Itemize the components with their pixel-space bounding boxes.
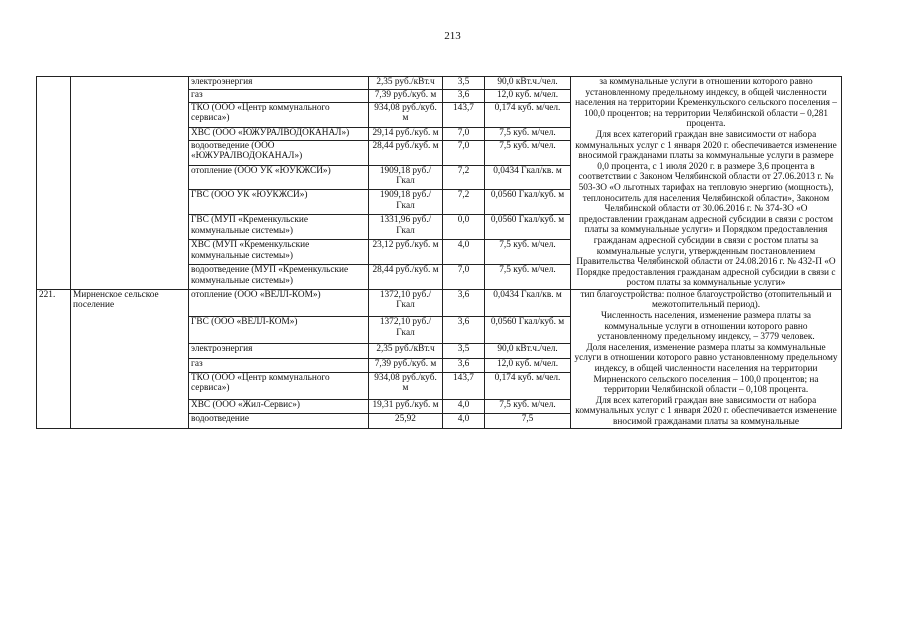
growth-cell: 143,7 [443,102,485,127]
growth-cell: 3,5 [443,344,485,358]
norm-cell: 0,174 куб. м/чел. [485,102,571,127]
service-cell: ТКО (ООО «Центр коммунального сервиса») [189,102,369,127]
service-cell: отопление (ООО УК «ЮУКЖСИ») [189,165,369,190]
service-cell: водоотведение (МУП «Кременкульские коммунальные системы») [189,265,369,290]
service-cell: электроэнергия [189,77,369,90]
tariff-cell: 7,39 руб./куб. м [369,358,443,372]
tariff-table [36,76,842,429]
growth-cell: 4,0 [443,400,485,414]
norm-cell: 7,5 куб. м/чел. [485,127,571,140]
tariff-cell: 1372,10 руб./Гкал [369,317,443,344]
norm-cell: 7,5 куб. м/чел. [485,140,571,165]
tariff-cell: 934,08 руб./куб. м [369,372,443,399]
settlement-cell [71,77,189,290]
growth-cell: 3,6 [443,358,485,372]
note-cell [571,289,842,428]
growth-cell: 0,0 [443,215,485,240]
service-cell: ХВС (МУП «Кременкульские коммунальные системы») [189,240,369,265]
growth-cell: 7,2 [443,165,485,190]
service-cell: водоотведение [189,414,369,428]
tariff-cell: 1372,10 руб./Гкал [369,289,443,316]
tariff-cell: 28,44 руб./куб. м [369,265,443,290]
service-cell: водоотведение (ООО «ЮЖУРАЛВОДОКАНАЛ») [189,140,369,165]
tariff-cell: 25,92 [369,414,443,428]
norm-cell: 12,0 куб. м/чел. [485,89,571,102]
service-cell: электроэнергия [189,344,369,358]
service-cell: ГВС (МУП «Кременкульские коммунальные системы») [189,215,369,240]
norm-cell: 0,0434 Гкал/кв. м [485,165,571,190]
tariff-cell: 28,44 руб./куб. м [369,140,443,165]
tariff-cell: 1909,18 руб./Гкал [369,190,443,215]
service-cell: ГВС (ООО УК «ЮУКЖСИ») [189,190,369,215]
row-number-cell: 221. [37,289,71,428]
norm-cell: 0,0560 Гкал/куб. м [485,215,571,240]
note-paragraph: Для всех категорий граждан вне зависимости от набора коммунальных услуг с 1 января 2020 г. обеспечивается изменение вносимой гражданами платы за коммунальные услуги в размере 0,0 процента, с 1 июля 2020 г. в размере 3,6 процента в соответствии с Законом Челябинской области от 27.06.2013 г. № 503-ЗО «О льготных тарифах на тепловую энергию (мощность), теплоноситель для населения Челябинской области», Законом Челябинской области от 30.06.2016 г. № 374-ЗО «О предоставлении гражданам адресной субсидии в связи с ростом платы за коммунальные услуги» и Порядком предоставления гражданам адресной субсидии в связи с ростом платы за коммунальные услуги, утвержденным постановлением Правительства Челябинской области от 24.08.2016 г. № 432-П «О Порядке предоставления гражданам адресной субсидии в связи с ростом платы за коммунальные услуги» [575,129,837,289]
growth-cell: 143,7 [443,372,485,399]
growth-cell: 4,0 [443,414,485,428]
tariff-cell: 23,12 руб./куб. м [369,240,443,265]
note-paragraph: Доля населения, изменение размера платы за коммунальные услуги в отношении которого равно установленному предельному индексу, в общей численности населения на территории Мирненского сельского поселения – 100,0 процентов; на территории Челябинской области – 0,108 процента. [574,342,838,396]
growth-cell: 3,6 [443,289,485,316]
growth-cell: 4,0 [443,240,485,265]
settlement-cell: Мирненское сельское поселение [71,289,189,428]
note-paragraph: Для всех категорий граждан вне зависимости от набора коммунальных услуг с 1 января 2020 г. обеспечивается изменение вносимой гражданами платы за коммунальные [575,395,837,427]
note-paragraph: за коммунальные услуги в отношении которого равно установленному предельному индексу, в общей численности населения на территории Кременкульского сельского поселения – 100,0 процентов; на территории Челябинской области – 0,281 процента. [575,77,837,130]
row-number-cell [37,77,71,290]
growth-cell: 3,6 [443,89,485,102]
norm-cell: 0,174 куб. м/чел. [485,372,571,399]
tariff-cell: 1331,96 руб./Гкал [369,215,443,240]
growth-cell: 3,5 [443,77,485,90]
service-cell: ГВС (ООО «ВЕЛЛ-КОМ») [189,317,369,344]
tariff-cell: 19,31 руб./куб. м [369,400,443,414]
norm-cell: 7,5 куб. м/чел. [485,265,571,290]
note-paragraph: тип благоустройства: полное благоустройство (отопительный и межотопительный период). [580,289,832,311]
tariff-cell: 2,35 руб./кВт.ч [369,77,443,90]
norm-cell: 0,0560 Гкал/куб. м [485,317,571,344]
table-row [37,289,842,316]
norm-cell: 90,0 кВт.ч./чел. [485,344,571,358]
table-row [37,77,842,90]
service-cell: отопление (ООО «ВЕЛЛ-КОМ») [189,289,369,316]
tariff-cell: 29,14 руб./куб. м [369,127,443,140]
service-cell: ХВС (ООО «Жил-Сервис») [189,400,369,414]
service-cell: газ [189,89,369,102]
norm-cell: 12,0 куб. м/чел. [485,358,571,372]
tariff-cell: 934,08 руб./куб. м [369,102,443,127]
growth-cell: 3,6 [443,317,485,344]
table-body [37,77,842,429]
growth-cell: 7,0 [443,127,485,140]
page-number: 213 [444,30,461,42]
norm-cell: 90,0 кВт.ч./чел. [485,77,571,90]
norm-cell: 7,5 куб. м/чел. [485,400,571,414]
tariff-cell: 1909,18 руб./Гкал [369,165,443,190]
norm-cell: 0,0434 Гкал/кв. м [485,289,571,316]
norm-cell: 7,5 [485,414,571,428]
service-cell: газ [189,358,369,372]
growth-cell: 7,0 [443,265,485,290]
tariff-cell: 7,39 руб./куб. м [369,89,443,102]
tariff-cell: 2,35 руб./кВт.ч [369,344,443,358]
norm-cell: 0,0560 Гкал/куб. м [485,190,571,215]
norm-cell: 7,5 куб. м/чел. [485,240,571,265]
note-paragraph: Численность населения, изменение размера платы за коммунальные услуги в отношении которого равно установленному предельному индексу, – 3779 человек. [597,311,815,343]
service-cell: ТКО (ООО «Центр коммунального сервиса») [189,372,369,399]
growth-cell: 7,0 [443,140,485,165]
note-cell [571,77,842,290]
service-cell: ХВС (ООО «ЮЖУРАЛВОДОКАНАЛ») [189,127,369,140]
growth-cell: 7,2 [443,190,485,215]
